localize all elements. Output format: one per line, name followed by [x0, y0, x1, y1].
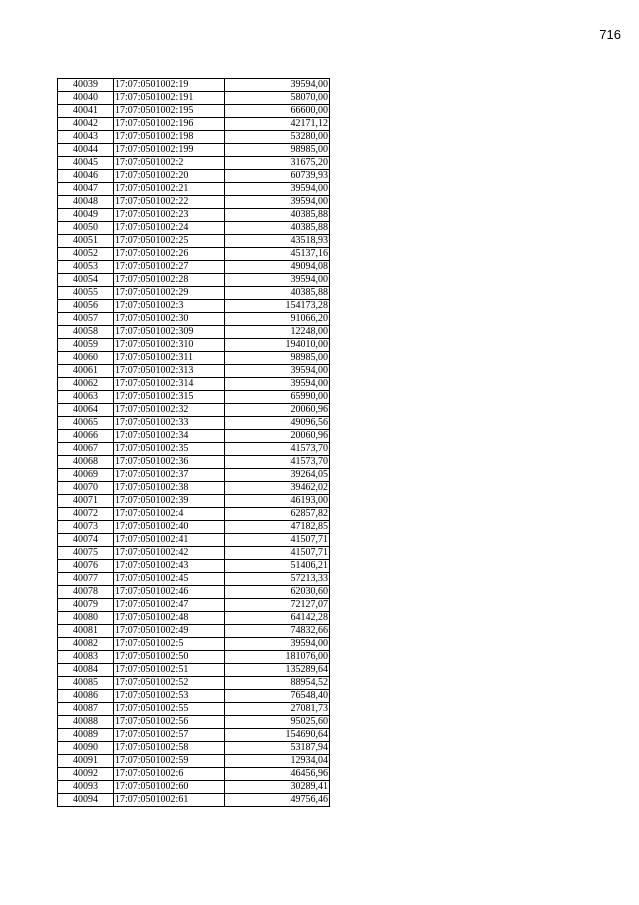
row-number-cell: 40060: [58, 352, 114, 365]
cadastral-value-cell: 51406,21: [225, 560, 330, 573]
cadastral-value-cell: 64142,28: [225, 612, 330, 625]
cadastral-value-cell: 20060,96: [225, 404, 330, 417]
row-number-cell: 40054: [58, 274, 114, 287]
cadastral-value-cell: 31675,20: [225, 157, 330, 170]
cadastral-value-cell: 39594,00: [225, 79, 330, 92]
row-number-cell: 40076: [58, 560, 114, 573]
cadastral-value-cell: 58070,00: [225, 92, 330, 105]
cadastral-number-cell: 17:07:0501002:25: [114, 235, 225, 248]
cadastral-value-cell: 181076,00: [225, 651, 330, 664]
cadastral-number-cell: 17:07:0501002:55: [114, 703, 225, 716]
cadastral-number-cell: 17:07:0501002:60: [114, 781, 225, 794]
row-number-cell: 40056: [58, 300, 114, 313]
row-number-cell: 40069: [58, 469, 114, 482]
cadastral-value-cell: 66600,00: [225, 105, 330, 118]
row-number-cell: 40046: [58, 170, 114, 183]
cadastral-value-cell: 49094,08: [225, 261, 330, 274]
cadastral-number-cell: 17:07:0501002:51: [114, 664, 225, 677]
cadastral-value-cell: 72127,07: [225, 599, 330, 612]
row-number-cell: 40058: [58, 326, 114, 339]
cadastral-number-cell: 17:07:0501002:19: [114, 79, 225, 92]
row-number-cell: 40073: [58, 521, 114, 534]
row-number-cell: 40090: [58, 742, 114, 755]
cadastral-number-cell: 17:07:0501002:41: [114, 534, 225, 547]
cadastral-value-cell: 194010,00: [225, 339, 330, 352]
cadastral-value-cell: 62857,82: [225, 508, 330, 521]
table-row: [58, 781, 330, 794]
row-number-cell: 40062: [58, 378, 114, 391]
cadastral-number-cell: 17:07:0501002:59: [114, 755, 225, 768]
cadastral-number-cell: 17:07:0501002:311: [114, 352, 225, 365]
table-row: [58, 664, 330, 677]
row-number-cell: 40078: [58, 586, 114, 599]
cadastral-value-cell: 47182,85: [225, 521, 330, 534]
table-row: [58, 118, 330, 131]
cadastral-value-cell: 41507,71: [225, 547, 330, 560]
cadastral-number-cell: 17:07:0501002:42: [114, 547, 225, 560]
table-row: [58, 261, 330, 274]
cadastral-value-cell: 88954,52: [225, 677, 330, 690]
table-row: [58, 534, 330, 547]
cadastral-value-cell: 40385,88: [225, 287, 330, 300]
table-row: [58, 716, 330, 729]
row-number-cell: 40057: [58, 313, 114, 326]
row-number-cell: 40082: [58, 638, 114, 651]
table-row: [58, 690, 330, 703]
table-row: [58, 235, 330, 248]
cadastral-number-cell: 17:07:0501002:2: [114, 157, 225, 170]
row-number-cell: 40087: [58, 703, 114, 716]
table-row: [58, 92, 330, 105]
table-body: [58, 79, 330, 807]
row-number-cell: 40072: [58, 508, 114, 521]
table-row: [58, 157, 330, 170]
cadastral-number-cell: 17:07:0501002:191: [114, 92, 225, 105]
table-row: [58, 417, 330, 430]
row-number-cell: 40088: [58, 716, 114, 729]
cadastral-value-cell: 45137,16: [225, 248, 330, 261]
cadastral-number-cell: 17:07:0501002:30: [114, 313, 225, 326]
row-number-cell: 40045: [58, 157, 114, 170]
row-number-cell: 40063: [58, 391, 114, 404]
cadastral-value-cell: 39594,00: [225, 196, 330, 209]
cadastral-number-cell: 17:07:0501002:314: [114, 378, 225, 391]
cadastral-value-cell: 53280,00: [225, 131, 330, 144]
row-number-cell: 40084: [58, 664, 114, 677]
cadastral-value-cell: 57213,33: [225, 573, 330, 586]
table-row: [58, 391, 330, 404]
cadastral-number-cell: 17:07:0501002:34: [114, 430, 225, 443]
cadastral-number-cell: 17:07:0501002:310: [114, 339, 225, 352]
table-row: [58, 443, 330, 456]
cadastral-value-cell: 41507,71: [225, 534, 330, 547]
table-row: [58, 729, 330, 742]
row-number-cell: 40051: [58, 235, 114, 248]
cadastral-number-cell: 17:07:0501002:43: [114, 560, 225, 573]
cadastral-value-cell: 46456,96: [225, 768, 330, 781]
cadastral-value-cell: 12934,04: [225, 755, 330, 768]
cadastral-number-cell: 17:07:0501002:27: [114, 261, 225, 274]
row-number-cell: 40077: [58, 573, 114, 586]
cadastral-value-cell: 46193,00: [225, 495, 330, 508]
cadastral-value-cell: 135289,64: [225, 664, 330, 677]
table-row: [58, 274, 330, 287]
cadastral-value-cell: 43518,93: [225, 235, 330, 248]
row-number-cell: 40091: [58, 755, 114, 768]
cadastral-number-cell: 17:07:0501002:4: [114, 508, 225, 521]
cadastral-number-cell: 17:07:0501002:46: [114, 586, 225, 599]
cadastral-number-cell: 17:07:0501002:49: [114, 625, 225, 638]
cadastral-number-cell: 17:07:0501002:32: [114, 404, 225, 417]
row-number-cell: 40053: [58, 261, 114, 274]
row-number-cell: 40083: [58, 651, 114, 664]
row-number-cell: 40052: [58, 248, 114, 261]
cadastral-number-cell: 17:07:0501002:47: [114, 599, 225, 612]
row-number-cell: 40071: [58, 495, 114, 508]
table-row: [58, 105, 330, 118]
row-number-cell: 40064: [58, 404, 114, 417]
table-row: [58, 183, 330, 196]
table-row: [58, 430, 330, 443]
cadastral-value-cell: 30289,41: [225, 781, 330, 794]
cadastral-number-cell: 17:07:0501002:50: [114, 651, 225, 664]
cadastral-number-cell: 17:07:0501002:21: [114, 183, 225, 196]
cadastral-value-cell: 76548,40: [225, 690, 330, 703]
table-row: [58, 144, 330, 157]
table-row: [58, 755, 330, 768]
row-number-cell: 40080: [58, 612, 114, 625]
row-number-cell: 40047: [58, 183, 114, 196]
row-number-cell: 40050: [58, 222, 114, 235]
cadastral-value-cell: 39462,02: [225, 482, 330, 495]
cadastral-number-cell: 17:07:0501002:5: [114, 638, 225, 651]
table-row: [58, 248, 330, 261]
table-row: [58, 677, 330, 690]
table-row: [58, 79, 330, 92]
row-number-cell: 40074: [58, 534, 114, 547]
cadastral-number-cell: 17:07:0501002:24: [114, 222, 225, 235]
cadastral-number-cell: 17:07:0501002:313: [114, 365, 225, 378]
row-number-cell: 40048: [58, 196, 114, 209]
cadastral-value-cell: 41573,70: [225, 456, 330, 469]
cadastral-number-cell: 17:07:0501002:57: [114, 729, 225, 742]
cadastral-value-cell: 154173,28: [225, 300, 330, 313]
row-number-cell: 40049: [58, 209, 114, 222]
table-row: [58, 287, 330, 300]
cadastral-number-cell: 17:07:0501002:6: [114, 768, 225, 781]
table-row: [58, 469, 330, 482]
cadastral-value-cell: 74832,66: [225, 625, 330, 638]
cadastral-value-cell: 12248,00: [225, 326, 330, 339]
table-row: [58, 638, 330, 651]
cadastral-value-cell: 49756,46: [225, 794, 330, 807]
cadastral-value-cell: 27081,73: [225, 703, 330, 716]
row-number-cell: 40065: [58, 417, 114, 430]
row-number-cell: 40079: [58, 599, 114, 612]
row-number-cell: 40059: [58, 339, 114, 352]
cadastral-number-cell: 17:07:0501002:22: [114, 196, 225, 209]
cadastral-value-cell: 95025,60: [225, 716, 330, 729]
table-row: [58, 599, 330, 612]
cadastral-value-cell: 39594,00: [225, 378, 330, 391]
table-row: [58, 612, 330, 625]
row-number-cell: 40044: [58, 144, 114, 157]
cadastral-value-cell: 154690,64: [225, 729, 330, 742]
cadastral-value-cell: 62030,60: [225, 586, 330, 599]
table-row: [58, 209, 330, 222]
cadastral-value-cell: 40385,88: [225, 209, 330, 222]
row-number-cell: 40041: [58, 105, 114, 118]
cadastral-number-cell: 17:07:0501002:39: [114, 495, 225, 508]
row-number-cell: 40042: [58, 118, 114, 131]
table-row: [58, 742, 330, 755]
table-row: [58, 222, 330, 235]
cadastral-value-cell: 98985,00: [225, 352, 330, 365]
cadastral-number-cell: 17:07:0501002:40: [114, 521, 225, 534]
cadastral-number-cell: 17:07:0501002:38: [114, 482, 225, 495]
cadastral-value-cell: 20060,96: [225, 430, 330, 443]
row-number-cell: 40081: [58, 625, 114, 638]
row-number-cell: 40067: [58, 443, 114, 456]
table-row: [58, 768, 330, 781]
cadastral-number-cell: 17:07:0501002:52: [114, 677, 225, 690]
table-row: [58, 651, 330, 664]
row-number-cell: 40039: [58, 79, 114, 92]
cadastral-value-cell: 39594,00: [225, 183, 330, 196]
row-number-cell: 40089: [58, 729, 114, 742]
cadastral-number-cell: 17:07:0501002:58: [114, 742, 225, 755]
table-row: [58, 313, 330, 326]
table-row: [58, 131, 330, 144]
cadastral-number-cell: 17:07:0501002:195: [114, 105, 225, 118]
cadastral-value-cell: 39594,00: [225, 638, 330, 651]
row-number-cell: 40085: [58, 677, 114, 690]
cadastral-value-cell: 49096,56: [225, 417, 330, 430]
cadastral-value-cell: 39594,00: [225, 274, 330, 287]
row-number-cell: 40070: [58, 482, 114, 495]
cadastral-number-cell: 17:07:0501002:35: [114, 443, 225, 456]
cadastral-number-cell: 17:07:0501002:20: [114, 170, 225, 183]
row-number-cell: 40075: [58, 547, 114, 560]
cadastral-number-cell: 17:07:0501002:33: [114, 417, 225, 430]
table-row: [58, 404, 330, 417]
cadastral-value-cell: 91066,20: [225, 313, 330, 326]
row-number-cell: 40066: [58, 430, 114, 443]
table-row: [58, 560, 330, 573]
table-row: [58, 456, 330, 469]
row-number-cell: 40094: [58, 794, 114, 807]
cadastral-value-cell: 40385,88: [225, 222, 330, 235]
row-number-cell: 40061: [58, 365, 114, 378]
cadastral-number-cell: 17:07:0501002:199: [114, 144, 225, 157]
table-row: [58, 625, 330, 638]
cadastral-number-cell: 17:07:0501002:196: [114, 118, 225, 131]
cadastral-value-cell: 39264,05: [225, 469, 330, 482]
cadastral-number-cell: 17:07:0501002:198: [114, 131, 225, 144]
cadastral-number-cell: 17:07:0501002:26: [114, 248, 225, 261]
cadastral-number-cell: 17:07:0501002:53: [114, 690, 225, 703]
row-number-cell: 40043: [58, 131, 114, 144]
table-row: [58, 352, 330, 365]
table-row: [58, 573, 330, 586]
table-row: [58, 794, 330, 807]
row-number-cell: 40086: [58, 690, 114, 703]
page-number: 716: [599, 27, 621, 42]
table-row: [58, 300, 330, 313]
cadastral-number-cell: 17:07:0501002:48: [114, 612, 225, 625]
cadastral-number-cell: 17:07:0501002:36: [114, 456, 225, 469]
row-number-cell: 40092: [58, 768, 114, 781]
table-row: [58, 703, 330, 716]
table-row: [58, 196, 330, 209]
table-row: [58, 508, 330, 521]
table-row: [58, 586, 330, 599]
cadastral-value-cell: 53187,94: [225, 742, 330, 755]
cadastral-value-cell: 42171,12: [225, 118, 330, 131]
row-number-cell: 40040: [58, 92, 114, 105]
table-row: [58, 326, 330, 339]
row-number-cell: 40055: [58, 287, 114, 300]
cadastral-number-cell: 17:07:0501002:45: [114, 573, 225, 586]
table-row: [58, 495, 330, 508]
row-number-cell: 40068: [58, 456, 114, 469]
cadastral-value-cell: 60739,93: [225, 170, 330, 183]
cadastral-value-cell: 39594,00: [225, 365, 330, 378]
table-row: [58, 521, 330, 534]
cadastral-number-cell: 17:07:0501002:29: [114, 287, 225, 300]
table-row: [58, 170, 330, 183]
cadastral-value-cell: 41573,70: [225, 443, 330, 456]
row-number-cell: 40093: [58, 781, 114, 794]
table-row: [58, 482, 330, 495]
cadastral-number-cell: 17:07:0501002:309: [114, 326, 225, 339]
table-row: [58, 365, 330, 378]
cadastral-number-cell: 17:07:0501002:56: [114, 716, 225, 729]
cadastral-value-table: [57, 78, 330, 807]
cadastral-value-cell: 65990,00: [225, 391, 330, 404]
table-row: [58, 547, 330, 560]
cadastral-number-cell: 17:07:0501002:37: [114, 469, 225, 482]
cadastral-value-cell: 98985,00: [225, 144, 330, 157]
table-row: [58, 339, 330, 352]
cadastral-number-cell: 17:07:0501002:23: [114, 209, 225, 222]
cadastral-number-cell: 17:07:0501002:315: [114, 391, 225, 404]
table-row: [58, 378, 330, 391]
cadastral-number-cell: 17:07:0501002:3: [114, 300, 225, 313]
cadastral-number-cell: 17:07:0501002:61: [114, 794, 225, 807]
cadastral-number-cell: 17:07:0501002:28: [114, 274, 225, 287]
